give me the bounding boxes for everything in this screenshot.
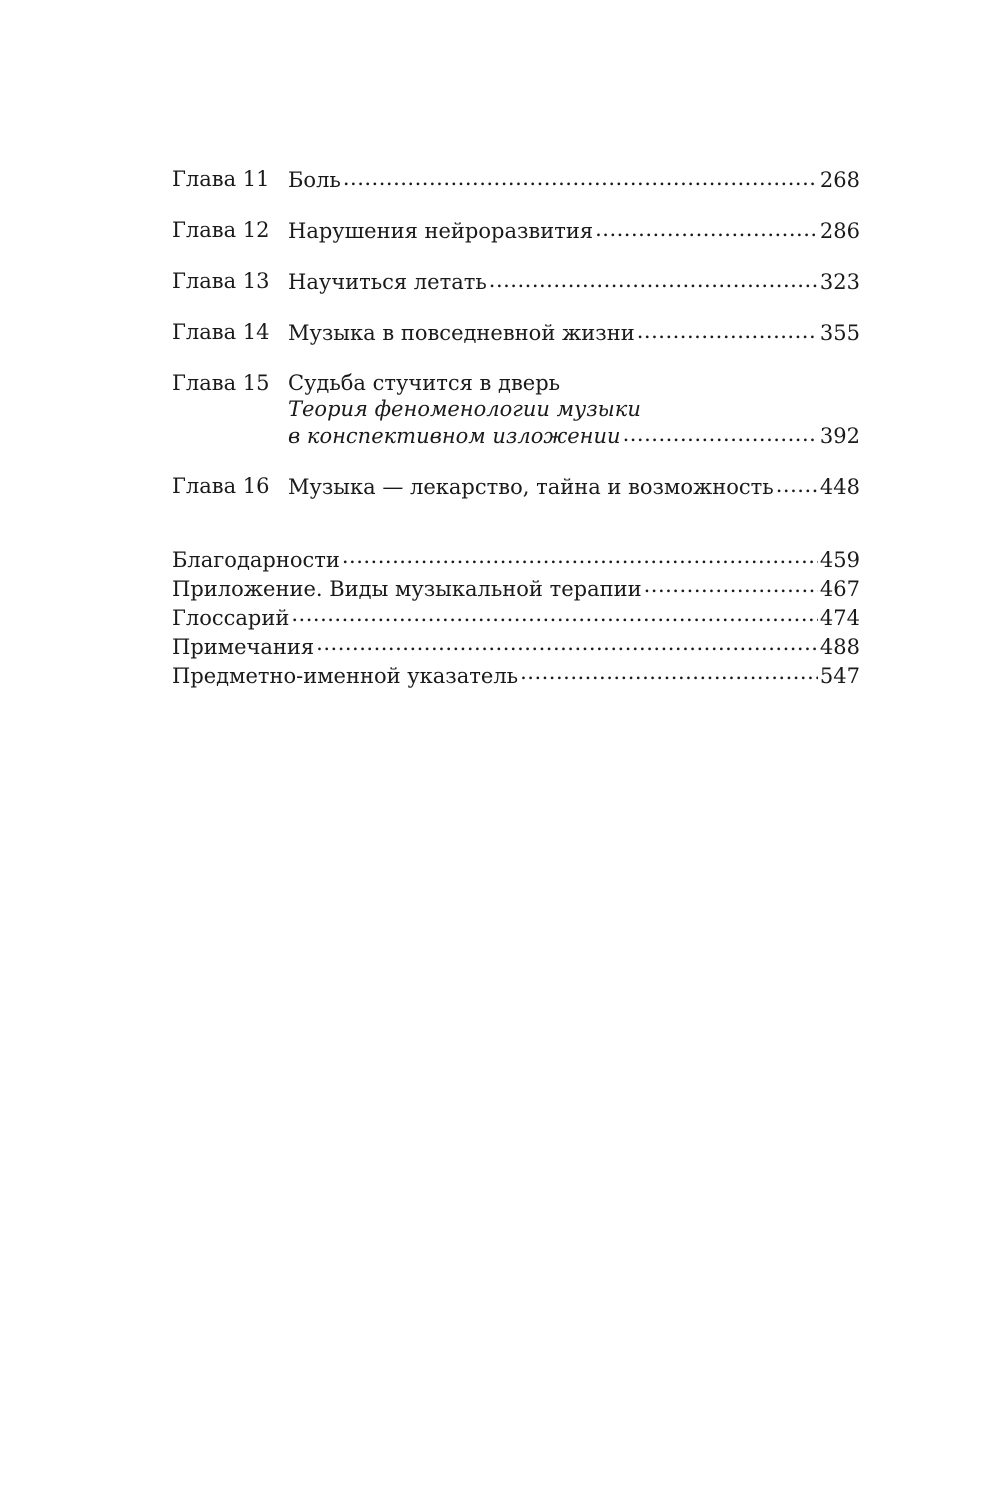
dot-leader bbox=[520, 662, 818, 683]
toc-acknowledgements[interactable] bbox=[172, 546, 860, 575]
chapter-number: Глава 14 bbox=[172, 320, 270, 344]
toc-chapter-14[interactable] bbox=[172, 319, 860, 346]
dot-leader bbox=[489, 268, 818, 289]
chapter-number: Глава 11 bbox=[172, 167, 270, 191]
entry-title: Примечания bbox=[172, 635, 315, 659]
chapter-number: Глава 13 bbox=[172, 269, 270, 293]
entry-title: Предметно-именной указатель bbox=[172, 664, 519, 688]
page-number: 547 bbox=[819, 664, 860, 688]
chapter-title: Нарушения нейроразвития bbox=[288, 219, 594, 243]
dot-leader bbox=[644, 575, 818, 596]
page-number: 448 bbox=[819, 475, 860, 499]
toc-appendix[interactable] bbox=[172, 575, 860, 604]
page-number: 392 bbox=[819, 424, 860, 448]
chapter-title: Боль bbox=[288, 168, 341, 192]
page-number: 355 bbox=[819, 321, 860, 345]
page-number: 286 bbox=[819, 219, 860, 243]
chapter-number: Глава 15 bbox=[172, 371, 270, 395]
chapter-title: Музыка в повседневной жизни bbox=[288, 321, 635, 345]
dot-leader bbox=[595, 217, 818, 238]
toc-chapter-11[interactable] bbox=[172, 166, 860, 193]
toc-index[interactable] bbox=[172, 662, 860, 691]
toc-chapter-15[interactable] bbox=[172, 370, 860, 449]
dot-leader bbox=[776, 473, 818, 494]
back-matter bbox=[172, 546, 860, 691]
entry-title: Приложение. Виды музыкальной терапии bbox=[172, 577, 642, 601]
chapter-number: Глава 12 bbox=[172, 218, 270, 242]
dot-leader bbox=[623, 422, 818, 443]
table-of-contents bbox=[172, 166, 860, 691]
toc-chapter-12[interactable] bbox=[172, 217, 860, 244]
toc-notes[interactable] bbox=[172, 633, 860, 662]
chapter-title: Судьба стучится в дверь bbox=[288, 371, 561, 395]
dot-leader bbox=[342, 546, 818, 567]
page-number: 488 bbox=[819, 635, 860, 659]
dot-leader bbox=[291, 604, 818, 625]
entry-title: Благодарности bbox=[172, 548, 340, 572]
chapter-number: Глава 16 bbox=[172, 474, 270, 498]
toc-chapter-16[interactable] bbox=[172, 473, 860, 500]
toc-glossary[interactable] bbox=[172, 604, 860, 633]
chapter-subtitle: Теория феноменологии музыки bbox=[288, 397, 641, 421]
chapter-title: Музыка — лекарство, тайна и возможность bbox=[288, 475, 774, 499]
dot-leader bbox=[316, 633, 818, 654]
toc-chapter-13[interactable] bbox=[172, 268, 860, 295]
chapter-subtitle: в конспективном изложении bbox=[288, 424, 621, 448]
page-number: 474 bbox=[819, 606, 860, 630]
page-number: 459 bbox=[819, 548, 860, 572]
page-number: 268 bbox=[819, 168, 860, 192]
page-number: 323 bbox=[819, 270, 860, 294]
page-number: 467 bbox=[819, 577, 860, 601]
chapter-title: Научиться летать bbox=[288, 270, 487, 294]
dot-leader bbox=[343, 166, 818, 187]
entry-title: Глоссарий bbox=[172, 606, 290, 630]
dot-leader bbox=[637, 319, 818, 340]
